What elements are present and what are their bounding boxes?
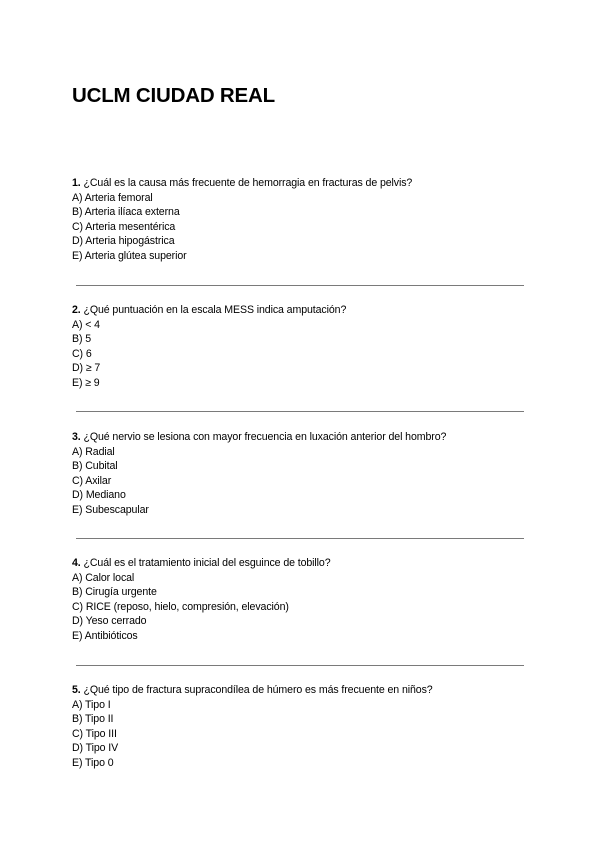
option-c: C) Axilar — [72, 474, 112, 487]
option-c: C) RICE (reposo, hielo, compresión, elevación) — [72, 600, 289, 613]
option-d: D) ≥ 7 — [72, 362, 101, 375]
question-number: 5. — [72, 684, 81, 696]
question-4 — [72, 556, 532, 644]
question-1-prompt — [72, 176, 532, 191]
option-b: B) 5 — [72, 333, 92, 346]
option-a: A) Radial — [72, 445, 115, 458]
question-text: ¿Cuál es la causa más frecuente de hemorragia en fracturas de pelvis? — [83, 177, 413, 189]
question-4-prompt — [72, 556, 532, 571]
option-e: E) ≥ 9 — [72, 376, 100, 389]
divider — [76, 665, 524, 666]
divider — [76, 285, 524, 286]
question-2 — [72, 303, 532, 391]
divider — [76, 538, 524, 539]
option-a: A) Calor local — [72, 571, 135, 584]
option-a: A) < 4 — [72, 318, 100, 331]
question-number: 1. — [72, 177, 81, 189]
question-3-prompt — [72, 430, 532, 445]
question-number: 2. — [72, 304, 81, 316]
option-b: B) Tipo II — [72, 713, 114, 726]
option-c: C) 6 — [72, 347, 92, 360]
question-2-prompt — [72, 303, 532, 318]
question-text: ¿Qué nervio se lesiona con mayor frecuencia en luxación anterior del hombro? — [83, 431, 447, 443]
option-b: B) Cirugía urgente — [72, 586, 157, 599]
question-1 — [72, 176, 532, 264]
option-e: E) Antibióticos — [72, 629, 138, 642]
question-5-prompt — [72, 683, 532, 698]
question-5 — [72, 683, 532, 771]
divider — [76, 411, 524, 412]
option-c: C) Arteria mesentérica — [72, 220, 176, 233]
option-a: A) Tipo I — [72, 698, 111, 711]
question-number: 4. — [72, 557, 81, 569]
page-title: UCLM CIUDAD REAL — [72, 84, 275, 107]
option-d: D) Tipo IV — [72, 742, 119, 755]
question-text: ¿Cuál es el tratamiento inicial del esguince de tobillo? — [83, 557, 331, 569]
option-e: E) Tipo 0 — [72, 756, 114, 769]
question-number: 3. — [72, 431, 81, 443]
question-3 — [72, 430, 532, 518]
question-text: ¿Qué puntuación en la escala MESS indica amputación? — [83, 304, 347, 316]
option-b: B) Arteria ilíaca externa — [72, 206, 180, 219]
option-e: E) Arteria glútea superior — [72, 249, 187, 262]
option-a: A) Arteria femoral — [72, 191, 153, 204]
option-e: E) Subescapular — [72, 503, 149, 516]
option-d: D) Mediano — [72, 489, 126, 502]
option-b: B) Cubital — [72, 460, 118, 473]
question-text: ¿Qué tipo de fractura supracondílea de húmero es más frecuente en niños? — [83, 684, 433, 696]
option-d: D) Yeso cerrado — [72, 615, 147, 628]
option-c: C) Tipo III — [72, 727, 117, 740]
option-d: D) Arteria hipogástrica — [72, 235, 175, 248]
